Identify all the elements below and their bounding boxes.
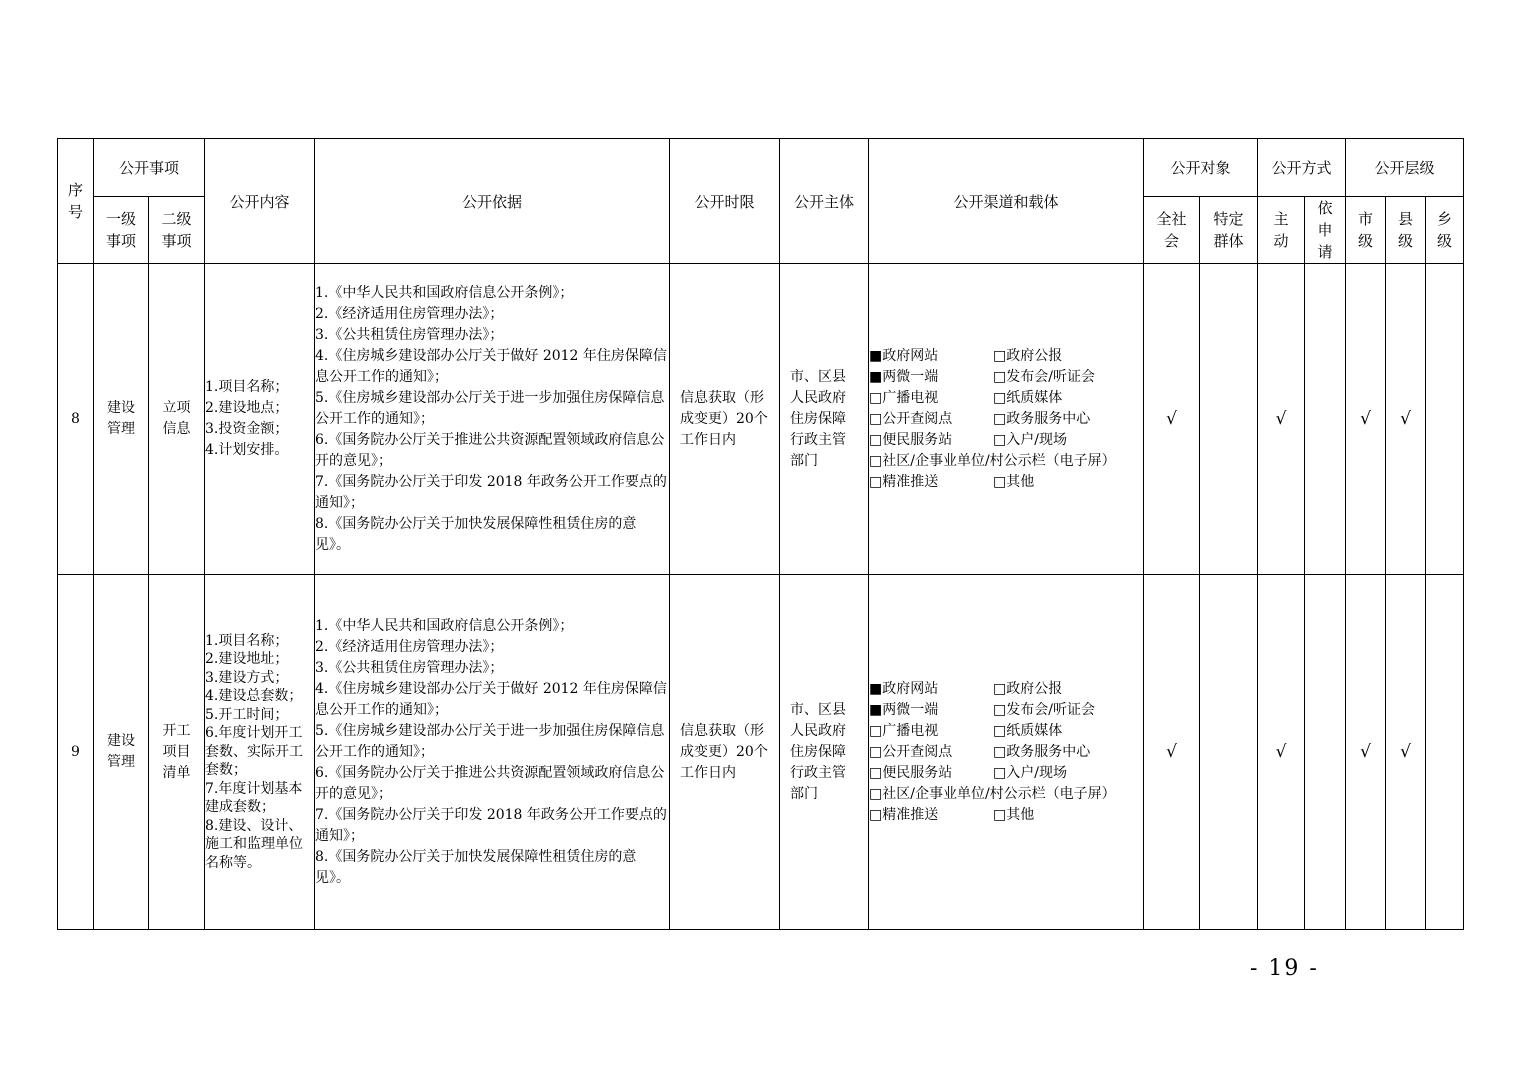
content-item: 1.项目名称； (205, 632, 289, 649)
row-seq: 8 (58, 264, 94, 575)
channel-item: □公开查阅点 (869, 743, 953, 760)
header-audience-all: 全社会 (1144, 197, 1200, 264)
content-item: 2.建设地址； (205, 651, 289, 668)
basis-item: 1.《中华人民共和国政府信息公开条例》； (315, 284, 574, 301)
basis-item: 3.《公共租赁住房管理办法》； (315, 326, 504, 343)
header-channels: 公开渠道和载体 (869, 139, 1144, 264)
content-item: 2.建设地点； (205, 400, 289, 416)
disclosure-table (57, 138, 1464, 930)
row-content (205, 575, 315, 930)
channel-item: □便民服务站 (869, 764, 953, 781)
row-level2: 开工项目清单 (149, 575, 205, 930)
channel-item: □入户/现场 (993, 431, 1067, 448)
row-scope-city: √ (1346, 575, 1386, 930)
row-audience-all: √ (1144, 264, 1200, 575)
channel-item: □纸质媒体 (993, 389, 1063, 406)
channel-item: □其他 (993, 473, 1035, 490)
basis-item: 8.《国务院办公厅关于加快发展保障性租赁住房的意见》。 (315, 515, 637, 553)
header-scope-county: 县级 (1386, 197, 1426, 264)
content-item: 3.建设方式； (205, 669, 289, 686)
header-scope: 公开层级 (1346, 139, 1464, 197)
content-item: 6.年度计划开工套数、实际开工套数； (205, 725, 304, 779)
basis-item: 6.《国务院办公厅关于推进公共资源配置领域政府信息公开的意见》； (315, 764, 665, 802)
row-subject: 市、区县人民政府住房保障行政主管部门 (780, 264, 869, 575)
content-item: 3.投资金额； (205, 421, 289, 437)
channel-item: □公开查阅点 (869, 410, 953, 427)
channel-item: ■政府网站 (869, 347, 939, 364)
table-row (58, 264, 1464, 575)
channel-item: ■政府网站 (869, 680, 939, 697)
basis-item: 7.《国务院办公厅关于印发 2018 年政务公开工作要点的通知》； (315, 806, 667, 844)
row-audience-all: √ (1144, 575, 1200, 930)
row-method-active: √ (1258, 575, 1305, 930)
basis-item: 2.《经济适用住房管理办法》； (315, 638, 504, 655)
row-method-request (1305, 575, 1346, 930)
row-seq: 9 (58, 575, 94, 930)
basis-item: 7.《国务院办公厅关于印发 2018 年政务公开工作要点的通知》； (315, 473, 667, 511)
header-content: 公开内容 (205, 139, 315, 264)
channel-item: ■两微一端 (869, 701, 939, 718)
row-level1: 建设管理 (94, 575, 149, 930)
header-method: 公开方式 (1258, 139, 1346, 197)
channel-item: □精准推送 (869, 473, 939, 490)
basis-item: 6.《国务院办公厅关于推进公共资源配置领域政府信息公开的意见》； (315, 431, 665, 469)
channel-item: □入户/现场 (993, 764, 1067, 781)
channel-item: ■两微一端 (869, 368, 939, 385)
row-time-limit: 信息获取（形成变更）20个工作日内 (670, 575, 780, 930)
row-method-request (1305, 264, 1346, 575)
channel-item: □便民服务站 (869, 431, 953, 448)
channel-item: □政务服务中心 (993, 743, 1091, 760)
header-audience: 公开对象 (1144, 139, 1258, 197)
row-scope-county: √ (1386, 575, 1426, 930)
row-method-active: √ (1258, 264, 1305, 575)
row-level1: 建设管理 (94, 264, 149, 575)
content-item: 7.年度计划基本建成套数； (205, 780, 303, 816)
row-scope-town (1426, 575, 1464, 930)
header-audience-group: 特定群体 (1200, 197, 1258, 264)
row-basis (315, 575, 670, 930)
channel-item: □广播电视 (869, 722, 939, 739)
row-content (205, 264, 315, 575)
row-scope-city: √ (1346, 264, 1386, 575)
basis-item: 5.《住房城乡建设部办公厅关于进一步加强住房保障信息公开工作的通知》； (315, 722, 665, 760)
header-method-active: 主动 (1258, 197, 1305, 264)
row-subject: 市、区县人民政府住房保障行政主管部门 (780, 575, 869, 930)
header-items: 公开事项 (94, 139, 205, 197)
header-level2: 二级事项 (149, 197, 205, 264)
row-time-limit: 信息获取（形成变更）20个工作日内 (670, 264, 780, 575)
basis-item: 2.《经济适用住房管理办法》； (315, 305, 504, 322)
channel-item: □社区/企事业单位/村公示栏（电子屏） (869, 785, 1116, 802)
row-channels (869, 264, 1144, 575)
header-basis: 公开依据 (315, 139, 670, 264)
channel-item: □纸质媒体 (993, 722, 1063, 739)
page-number: - 19 - (1250, 956, 1319, 981)
channel-item: □社区/企事业单位/村公示栏（电子屏） (869, 452, 1116, 469)
channel-item: □其他 (993, 806, 1035, 823)
header-scope-city: 市级 (1346, 197, 1386, 264)
channel-item: □精准推送 (869, 806, 939, 823)
header-seq: 序号 (58, 139, 94, 264)
content-item: 1.项目名称； (205, 379, 289, 395)
header-row-1 (58, 139, 1464, 197)
basis-item: 4.《住房城乡建设部办公厅关于做好 2012 年住房保障信息公开工作的通知》； (315, 347, 667, 385)
table-row (58, 575, 1464, 930)
channel-item: □政府公报 (993, 680, 1063, 697)
row-level2: 立项信息 (149, 264, 205, 575)
basis-item: 5.《住房城乡建设部办公厅关于进一步加强住房保障信息公开工作的通知》； (315, 389, 665, 427)
basis-item: 8.《国务院办公厅关于加快发展保障性租赁住房的意见》。 (315, 848, 637, 886)
row-channels (869, 575, 1144, 930)
basis-item: 1.《中华人民共和国政府信息公开条例》； (315, 617, 574, 634)
header-method-request: 依申请 (1305, 197, 1346, 264)
basis-item: 4.《住房城乡建设部办公厅关于做好 2012 年住房保障信息公开工作的通知》； (315, 680, 667, 718)
content-item: 5.开工时间； (205, 706, 289, 723)
content-item: 8.建设、设计、施工和监理单位名称等。 (205, 817, 304, 871)
header-time-limit: 公开时限 (670, 139, 780, 264)
channel-item: □广播电视 (869, 389, 939, 406)
basis-item: 3.《公共租赁住房管理办法》； (315, 659, 504, 676)
row-scope-town (1426, 264, 1464, 575)
row-audience-group (1200, 575, 1258, 930)
row-scope-county: √ (1386, 264, 1426, 575)
channel-item: □发布会/听证会 (993, 701, 1095, 718)
channel-item: □发布会/听证会 (993, 368, 1095, 385)
channel-item: □政务服务中心 (993, 410, 1091, 427)
row-audience-group (1200, 264, 1258, 575)
content-item: 4.计划安排。 (205, 442, 289, 458)
content-item: 4.建设总套数； (205, 688, 303, 705)
channel-item: □政府公报 (993, 347, 1063, 364)
header-subject: 公开主体 (780, 139, 869, 264)
header-scope-town: 乡级 (1426, 197, 1464, 264)
row-basis (315, 264, 670, 575)
header-level1: 一级事项 (94, 197, 149, 264)
